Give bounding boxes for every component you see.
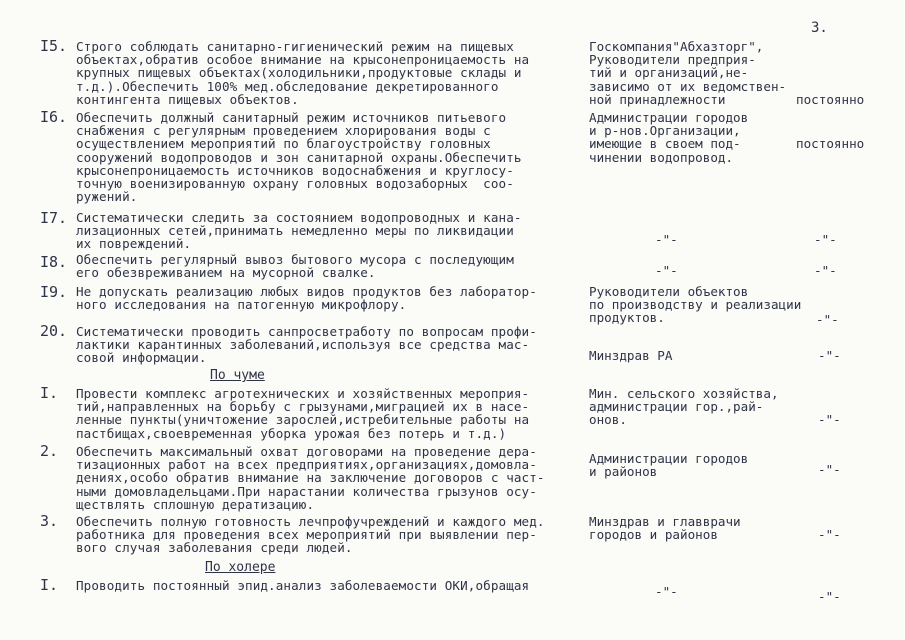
- item-number: 3.: [40, 512, 59, 530]
- item-term: -"-: [818, 589, 841, 604]
- item-term: -"-: [818, 527, 841, 542]
- page-number: 3.: [811, 20, 828, 36]
- item-text: Строго соблюдать санитарно-гигиенический режим на пищевых объектах,обратив особое внимание на крысонепроницаемость на крупных пищевых объектах(холодильники,продуктовые склады и т.д.).Обеспечить 100% мед.обследование декретированного контингента пищевых объектов.: [76, 39, 530, 107]
- item-text: Провести комплекс агротехнических и хозяйственных мероприя- тий,направленных на борьбу с грызунами,миграцией их в насе- ленные пункты(уничтожение зарослей,истребительные работы на пастбищах,своевременная уборка урожая без потерь и т.д.): [76, 386, 530, 441]
- item-responsible: Госкомпания"Абхазторг", Руководители предприя- тий и организаций,не- зависимо от их ведомствен- ной принадлежности: [589, 39, 787, 107]
- item-number: I9.: [40, 283, 68, 301]
- item-number: I5.: [40, 37, 68, 55]
- item-number: I8.: [40, 253, 68, 271]
- item-number: I6.: [40, 108, 68, 126]
- item-number: 20.: [40, 322, 68, 340]
- item-text: Проводить постоянный эпид.анализ заболеваемости ОКИ,обращая: [76, 578, 530, 593]
- item-number: I7.: [40, 209, 68, 227]
- item-term: постоянно: [796, 92, 865, 107]
- item-responsible: Минздрав и главврачи городов и районов: [589, 514, 741, 543]
- item-term: -"-: [818, 348, 841, 363]
- item-responsible: -"-: [655, 232, 678, 247]
- item-term: -"-: [818, 412, 841, 427]
- item-text: Обеспечить полную готовность лечпрофучреждений и каждого мед. работника для проведения всех мероприятий при выявлении пер- вого случая заболевания среди людей.: [76, 514, 545, 556]
- item-responsible: Руководители объектов по производству и реализации продуктов.: [589, 284, 802, 326]
- section-heading-cholera: По холере: [205, 560, 276, 575]
- item-text: Не допускать реализацию любых видов продуктов без лаборатор- ного исследования на патогенную микрофлору.: [76, 284, 537, 313]
- item-term: -"-: [814, 232, 837, 247]
- item-responsible: Администрации городов и р-нов.Организации, имеющие в своем под- чинении водопровод.: [589, 110, 749, 165]
- item-responsible: -"-: [655, 584, 678, 599]
- item-number: 2.: [40, 442, 59, 460]
- item-text: Систематически следить за состоянием водопроводных и кана- лизационных сетей,принимать немедленно меры по ликвидации их повреждений.: [76, 210, 522, 252]
- item-responsible: Минздрав РА: [589, 348, 673, 363]
- item-text: Обеспечить максимальный охват договорами на проведение дера- тизационных работ на всех предприятиях,организациях,домовла- дениях,особо обратив внимание на заключение договоров с част- ными домовладельцами.При нарастании количества грызунов осу- ществлять сплошную дератизацию.: [76, 444, 545, 512]
- item-term: постоянно: [796, 136, 865, 151]
- item-number: I.: [40, 576, 59, 594]
- item-term: -"-: [816, 312, 839, 327]
- item-text: Обеспечить должный санитарный режим источников питьевого снабжения с регулярным проведением хлорирования воды с осуществлением мероприятий по благоустройству головных сооружений водопроводов и зон санитарной охраны.Обеспечить крысонепроницаемость источников водоснабжения и круглосу- точную военизированную охрану головных водозаборных соо- ружений.: [76, 110, 522, 205]
- item-text: Обеспечить регулярный вывоз бытового мусора с последующим его обезвреживанием на мусорной свалке.: [76, 252, 514, 281]
- section-heading-plague: По чуме: [210, 368, 265, 383]
- item-text: Систематически проводить санпросветработу по вопросам профи- лактики карантинных заболеваний,используя все средства мас- совой информации.: [76, 324, 537, 366]
- item-term: -"-: [818, 462, 841, 477]
- item-number: I.: [40, 384, 59, 402]
- item-term: -"-: [814, 263, 837, 278]
- item-responsible: Администрации городов и районов: [589, 451, 749, 480]
- item-responsible: Мин. сельского хозяйства, администрации гор.,рай- онов.: [589, 386, 779, 428]
- item-responsible: -"-: [655, 263, 678, 278]
